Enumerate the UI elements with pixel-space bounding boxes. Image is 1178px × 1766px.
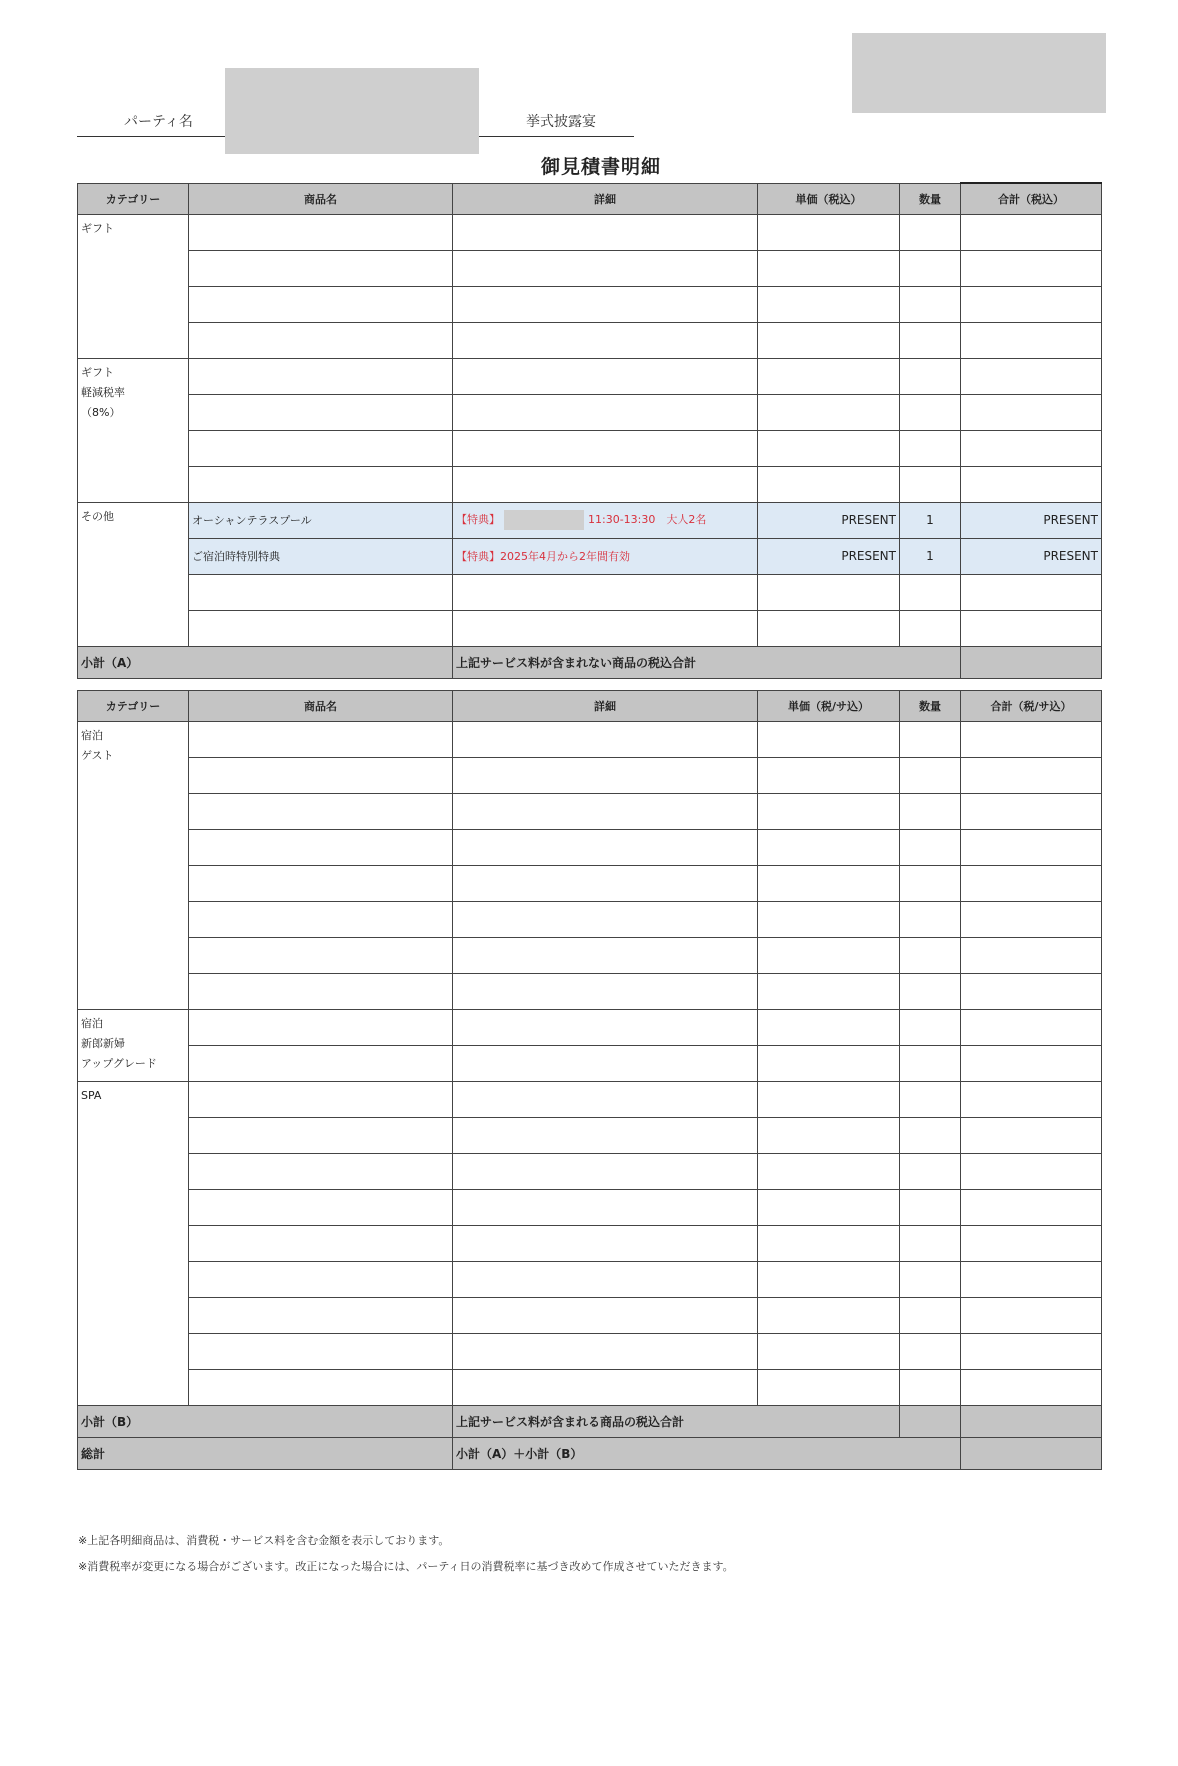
table-row (78, 1262, 1102, 1298)
category-line: （8%） (81, 405, 121, 419)
table-row (78, 322, 1102, 358)
table-row (78, 1298, 1102, 1334)
table-row (78, 1334, 1102, 1370)
table-row (78, 794, 1102, 830)
page-title-text: 御見積書明細 (540, 156, 661, 178)
col-detail: 詳細 (453, 691, 758, 722)
footnote: ※上記各明細商品は、消費税・サービス料を含む金額を表示しております。 (78, 1534, 450, 1547)
table-row (78, 1370, 1102, 1406)
unit-price-cell: PRESENT (758, 502, 900, 538)
unit-price-cell: PRESENT (758, 538, 900, 574)
grand-total-row (78, 1438, 1102, 1470)
party-name-underline (77, 136, 225, 137)
item-name-cell: ご宿泊時特別特典 (189, 538, 453, 574)
category-line: 軽減税率 (81, 385, 125, 399)
table-row (78, 1154, 1102, 1190)
category-line: アップグレード (81, 1057, 157, 1070)
category-line: 新郎新婦 (81, 1037, 125, 1050)
table-row (78, 866, 1102, 902)
total-cell: PRESENT (961, 538, 1102, 574)
grand-total-note: 小計（A）＋小計（B） (453, 1438, 961, 1470)
table-row (78, 502, 1102, 538)
party-name-label: パーティ名 (124, 114, 193, 130)
table-row (78, 394, 1102, 430)
subtotal-a-row (78, 646, 1102, 678)
page-title (0, 152, 1178, 179)
subtotal-b-row (78, 1406, 1102, 1438)
table-row (78, 722, 1102, 758)
table-row (78, 1226, 1102, 1262)
table-row (78, 974, 1102, 1010)
footnote: ※消費税率が変更になる場合がございます。改正になった場合には、パーティ日の消費税率に基づき改めて作成させていただきます。 (78, 1560, 734, 1573)
table-row (78, 830, 1102, 866)
party-name-underline-right (479, 136, 634, 137)
col-item-name: 商品名 (189, 691, 453, 722)
category-spa: SPA (78, 1082, 189, 1406)
category-line: 宿泊 (81, 1017, 103, 1030)
table-row (78, 758, 1102, 794)
subtotal-a-label: 小計（A） (78, 646, 453, 678)
table-row (78, 610, 1102, 646)
category-stay-guest (78, 722, 189, 1010)
col-unit-price: 単価（税込） (758, 183, 900, 214)
col-category: カテゴリー (78, 691, 189, 722)
item-detail-cell (453, 502, 758, 538)
estimate-table-b (77, 690, 1102, 1470)
col-item-name: 商品名 (189, 183, 453, 214)
col-total: 合計（税込） (961, 183, 1102, 214)
grand-total-label: 総計 (78, 1438, 453, 1470)
total-cell: PRESENT (961, 502, 1102, 538)
subtotal-b-note: 上記サービス料が含まれる商品の税込合計 (453, 1406, 900, 1438)
col-quantity: 数量 (900, 691, 961, 722)
col-unit-price: 単価（税/サ込） (758, 691, 900, 722)
table-row (78, 1010, 1102, 1046)
redacted-party-name (225, 68, 479, 154)
category-line: 宿泊 (81, 729, 103, 742)
table-row (78, 574, 1102, 610)
table-row (78, 430, 1102, 466)
redacted-block-top-right (852, 33, 1106, 113)
table-row (78, 1082, 1102, 1118)
col-total: 合計（税/サ込） (961, 691, 1102, 722)
quantity-cell: 1 (900, 538, 961, 574)
table-row (78, 466, 1102, 502)
subtotal-b-label: 小計（B） (78, 1406, 453, 1438)
table-row (78, 1190, 1102, 1226)
item-detail-cell: 【特典】2025年4月から2年間有効 (453, 538, 758, 574)
table-row (78, 1046, 1102, 1082)
category-gift-reduced-tax (78, 358, 189, 502)
table-row (78, 250, 1102, 286)
table-b-header-row (78, 691, 1102, 722)
category-line: ゲスト (81, 749, 114, 762)
subtotal-b-qty (900, 1406, 961, 1438)
col-quantity: 数量 (900, 183, 961, 214)
table-row (78, 286, 1102, 322)
detail-prefix: 【特典】 (456, 513, 500, 526)
subtotal-a-value (961, 646, 1102, 678)
table-row (78, 214, 1102, 250)
footnotes (78, 1528, 734, 1580)
detail-suffix: 11:30-13:30 大人2名 (588, 513, 707, 526)
redacted-detail (504, 510, 584, 530)
table-row (78, 938, 1102, 974)
item-name-cell: オーシャンテラスプール (189, 502, 453, 538)
grand-total-value (961, 1438, 1102, 1470)
col-category: カテゴリー (78, 183, 189, 214)
table-row (78, 358, 1102, 394)
category-line: ギフト (81, 365, 114, 379)
ceremony-label: 挙式披露宴 (526, 114, 596, 130)
estimate-table-a (77, 182, 1102, 679)
subtotal-b-value (961, 1406, 1102, 1438)
table-row (78, 538, 1102, 574)
col-detail: 詳細 (453, 183, 758, 214)
table-row (78, 1118, 1102, 1154)
quantity-cell: 1 (900, 502, 961, 538)
category-other: その他 (78, 502, 189, 646)
table-row (78, 902, 1102, 938)
subtotal-a-note: 上記サービス料が含まれない商品の税込合計 (453, 646, 961, 678)
table-a-header-row (78, 183, 1102, 214)
category-stay-couple-upgrade (78, 1010, 189, 1082)
category-gift: ギフト (78, 214, 189, 358)
